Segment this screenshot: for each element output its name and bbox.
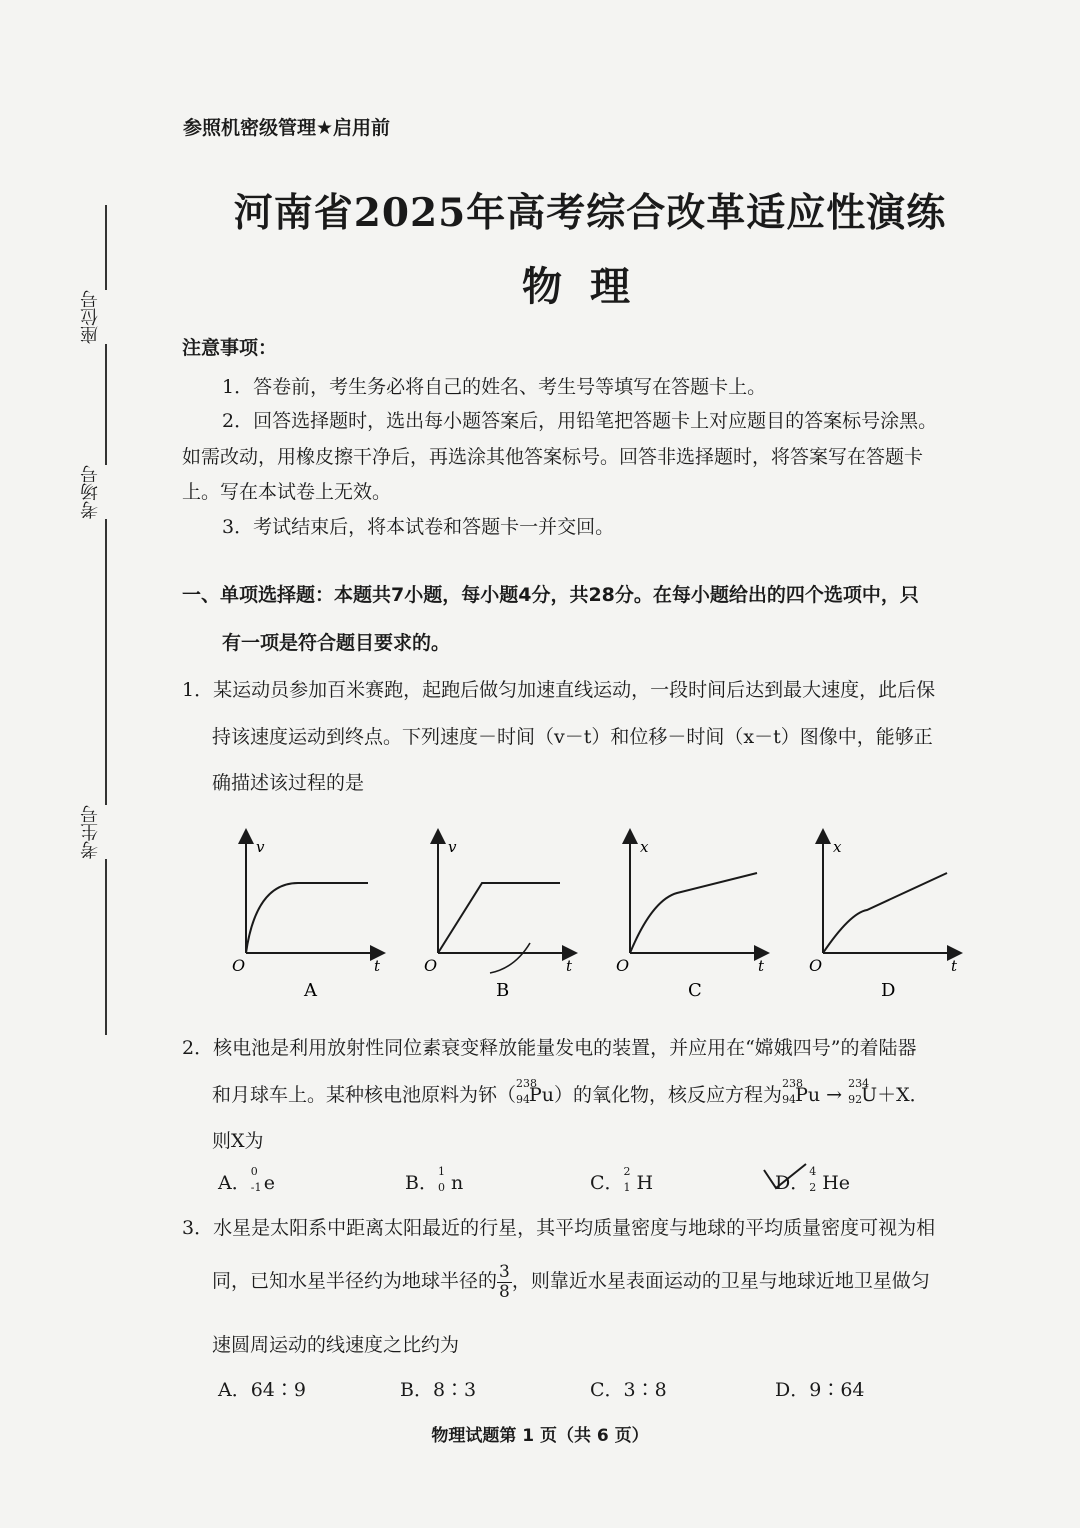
q1-line-3: 确描述该过程的是: [212, 772, 365, 794]
q2-line-1: 2．核电池是利用放射性同位素衰变释放能量发电的装置，并应用在“嫦娥四号”的着陆器: [182, 1037, 917, 1059]
q2-option-b[interactable]: B． 1 0 n: [405, 1165, 464, 1194]
q2-line-3: 则X为: [212, 1130, 264, 1152]
q2-line-2-a: 和月球车上。某种核电池原料为钚（: [212, 1084, 517, 1106]
q3-option-a[interactable]: A．64∶9: [218, 1379, 306, 1401]
q3-line-2-b: ，则靠近水星表面运动的卫星与地球近地卫星做匀: [511, 1270, 930, 1293]
candidate-number-label: 考生号: [78, 805, 128, 859]
exam-room-label: 考场号: [78, 465, 128, 519]
arrow-icon: →: [820, 1084, 849, 1106]
q1-line-2: 持该速度运动到终点。下列速度－时间（v－t）和位移－时间（x－t）图像中，能够正: [212, 726, 933, 748]
fraction: $\frac{3}{8}$: [499, 1262, 510, 1302]
graph-c-label: C: [688, 980, 702, 1001]
graph-d-origin: O: [809, 956, 823, 975]
q2-line-2-b: ）的氧化物，核反应方程为: [554, 1084, 783, 1106]
q3-line-2: [212, 1263, 930, 1301]
q2-option-d[interactable]: D． 4 2 He: [775, 1165, 851, 1194]
u-nuclide: 234 92 U: [848, 1077, 878, 1106]
graph-d-xlabel: t: [951, 957, 958, 975]
graph-a-ylabel: v: [256, 838, 265, 856]
graph-a-origin: O: [232, 956, 246, 975]
q3-line-1: 3．水星是太阳系中距离太阳最近的行星，其平均质量密度与地球的平均质量密度可视为相: [182, 1217, 936, 1239]
notice-item-1: 1．答卷前，考生务必将自己的姓名、考生号等填写在答题卡上。: [222, 376, 767, 398]
q2-option-c[interactable]: C． 2 1 H: [590, 1165, 654, 1194]
pu-nuclide-eq: 238 94 Pu: [782, 1077, 821, 1106]
q1-line-1: 1．某运动员参加百米赛跑，起跑后做匀加速直线运动，一段时间后达到最大速度，此后保: [182, 679, 936, 701]
seat-number-label: 座位号: [78, 290, 128, 344]
page-title: 河南省2025年高考综合改革适应性演练: [233, 190, 947, 236]
q3-option-b[interactable]: B．8∶3: [400, 1379, 477, 1401]
graph-d-ylabel: x: [833, 838, 842, 856]
graph-a-label: A: [304, 980, 317, 1001]
graph-b-xlabel: t: [566, 957, 573, 975]
q2-line-2: [212, 1077, 929, 1107]
page-footer: 物理试题第 1 页（共 6 页）: [431, 1426, 649, 1446]
graph-c-origin: O: [616, 956, 630, 975]
graph-a-xlabel: t: [374, 957, 381, 975]
graph-c: [612, 828, 772, 1008]
q3-option-d[interactable]: D．9∶64: [775, 1379, 865, 1401]
graph-b: [420, 828, 580, 1008]
q2-option-a[interactable]: A． 0 -1 e: [218, 1165, 275, 1194]
graph-c-ylabel: x: [640, 838, 649, 856]
pu-nuclide: 238 94 Pu: [516, 1077, 555, 1106]
notice-item-2-cont: 如需改动，用橡皮擦干净后，再选涂其他答案标号。回答非选择题时，将答案写在答题卡: [182, 446, 924, 468]
secret-mark: 参照机密级管理★启用前: [183, 117, 391, 139]
graph-d: [805, 828, 965, 1008]
q3-option-c[interactable]: C．3∶8: [590, 1379, 667, 1401]
graph-a: [228, 828, 388, 1008]
section-heading: 一、单项选择题：本题共7小题，每小题4分，共28分。在每小题给出的四个选项中，只: [182, 584, 919, 606]
section-heading-cont: 有一项是符合题目要求的。: [222, 632, 451, 654]
q3-line-2-a: 同，已知水星半径约为地球半径的: [212, 1270, 498, 1293]
notice-item-3: 3．考试结束后，将本试卷和答题卡一并交回。: [222, 516, 615, 538]
subject-title: 物理: [522, 264, 658, 310]
graph-b-origin: O: [424, 956, 438, 975]
check-mark-icon: [760, 1160, 820, 1194]
notice-heading: 注意事项：: [182, 337, 278, 359]
graph-d-label: D: [881, 980, 896, 1001]
notice-item-2: 2．回答选择题时，选出每小题答案后，用铅笔把答题卡上对应题目的答案标号涂黑。: [222, 410, 938, 432]
graph-c-xlabel: t: [758, 957, 765, 975]
notice-item-2-end: 上。写在本试卷上无效。: [182, 481, 392, 503]
q2-line-2-c: ＋X．: [877, 1084, 929, 1106]
pen-mark: [490, 943, 530, 973]
q3-line-3: 速圆周运动的线速度之比约为: [212, 1334, 460, 1356]
graph-b-label: B: [496, 980, 510, 1001]
graph-b-ylabel: v: [448, 838, 457, 856]
